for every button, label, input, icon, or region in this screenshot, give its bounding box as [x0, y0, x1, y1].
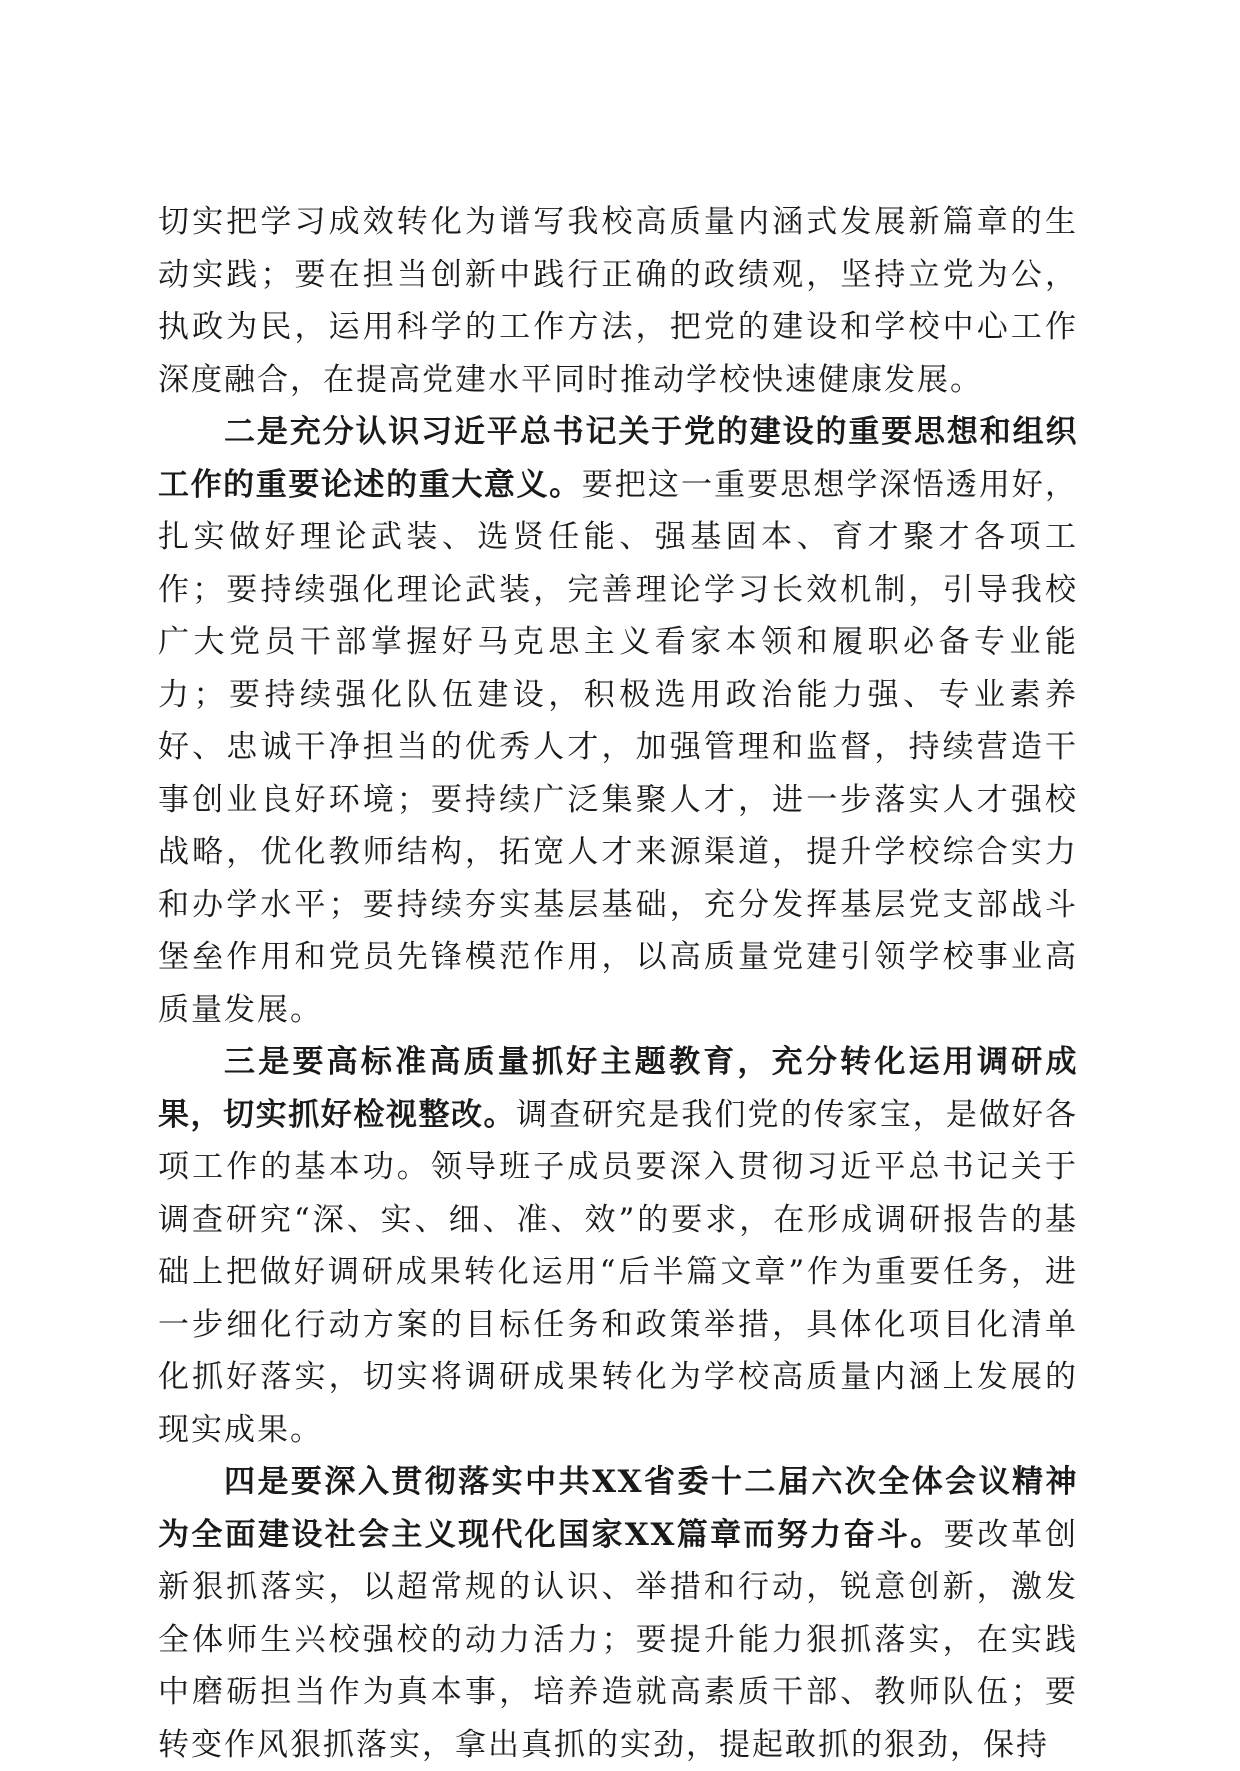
paragraph-continued [158, 196, 1078, 406]
document-page [158, 196, 1078, 1771]
paragraph-text: 要改革创新狠抓落实，以超常规的认识、举措和行动，锐意创新，激发全体师生兴校强校的动力活力；要提升能力狠抓落实，在实践中磨砺担当作为真本事，培养造就高素质干部、教师队伍；要转变作风狠抓落实，拿出真抓的实劲，提起敢抓的狠劲，保持 [158, 1516, 1078, 1763]
paragraph-point-two [158, 406, 1078, 1036]
paragraph-lead-bold: 四是要深入贯彻落实中共XX省委十二届六次全体会议精神为全面建设社会主义现代化国家XX篇章而努力奋斗。 [158, 1464, 1078, 1553]
paragraph-text: 要把这一重要思想学深悟透用好，扎实做好理论武装、选贤任能、强基固本、育才聚才各项工作；要持续强化理论武装，完善理论学习长效机制，引导我校广大党员干部掌握好马克思主义看家本领和履职必备专业能力；要持续强化队伍建设，积极选用政治能力强、专业素养好、忠诚干净担当的优秀人才，加强管理和监督，持续营造干事创业良好环境；要持续广泛集聚人才，进一步落实人才强校战略，优化教师结构，拓宽人才来源渠道，提升学校综合实力和办学水平；要持续夯实基层基础，充分发挥基层党支部战斗堡垒作用和党员先锋模范作用，以高质量党建引领学校事业高质量发展。 [158, 466, 1078, 1028]
paragraph-lead-bold: 三是要高标准高质量抓好主题教育，充分转化运用调研成果，切实抓好检视整改。 [158, 1044, 1078, 1133]
paragraph-text: 调查研究是我们党的传家宝，是做好各项工作的基本功。领导班子成员要深入贯彻习近平总书记关于调查研究“深、实、细、准、效”的要求，在形成调研报告的基础上把做好调研成果转化运用“后半篇文章”作为重要任务，进一步细化行动方案的目标任务和政策举措，具体化项目化清单化抓好落实，切实将调研成果转化为学校高质量内涵上发展的现实成果。 [158, 1096, 1079, 1448]
paragraph-point-four [158, 1456, 1078, 1771]
paragraph-text: 切实把学习成效转化为谱写我校高质量内涵式发展新篇章的生动实践；要在担当创新中践行正确的政绩观，坚持立党为公，执政为民，运用科学的工作方法，把党的建设和学校中心工作深度融合，在提高党建水平同时推动学校快速健康发展。 [158, 204, 1078, 398]
paragraph-lead-bold: 二是充分认识习近平总书记关于党的建设的重要思想和组织工作的重要论述的重大意义。 [158, 414, 1078, 503]
paragraph-point-three [158, 1036, 1078, 1456]
